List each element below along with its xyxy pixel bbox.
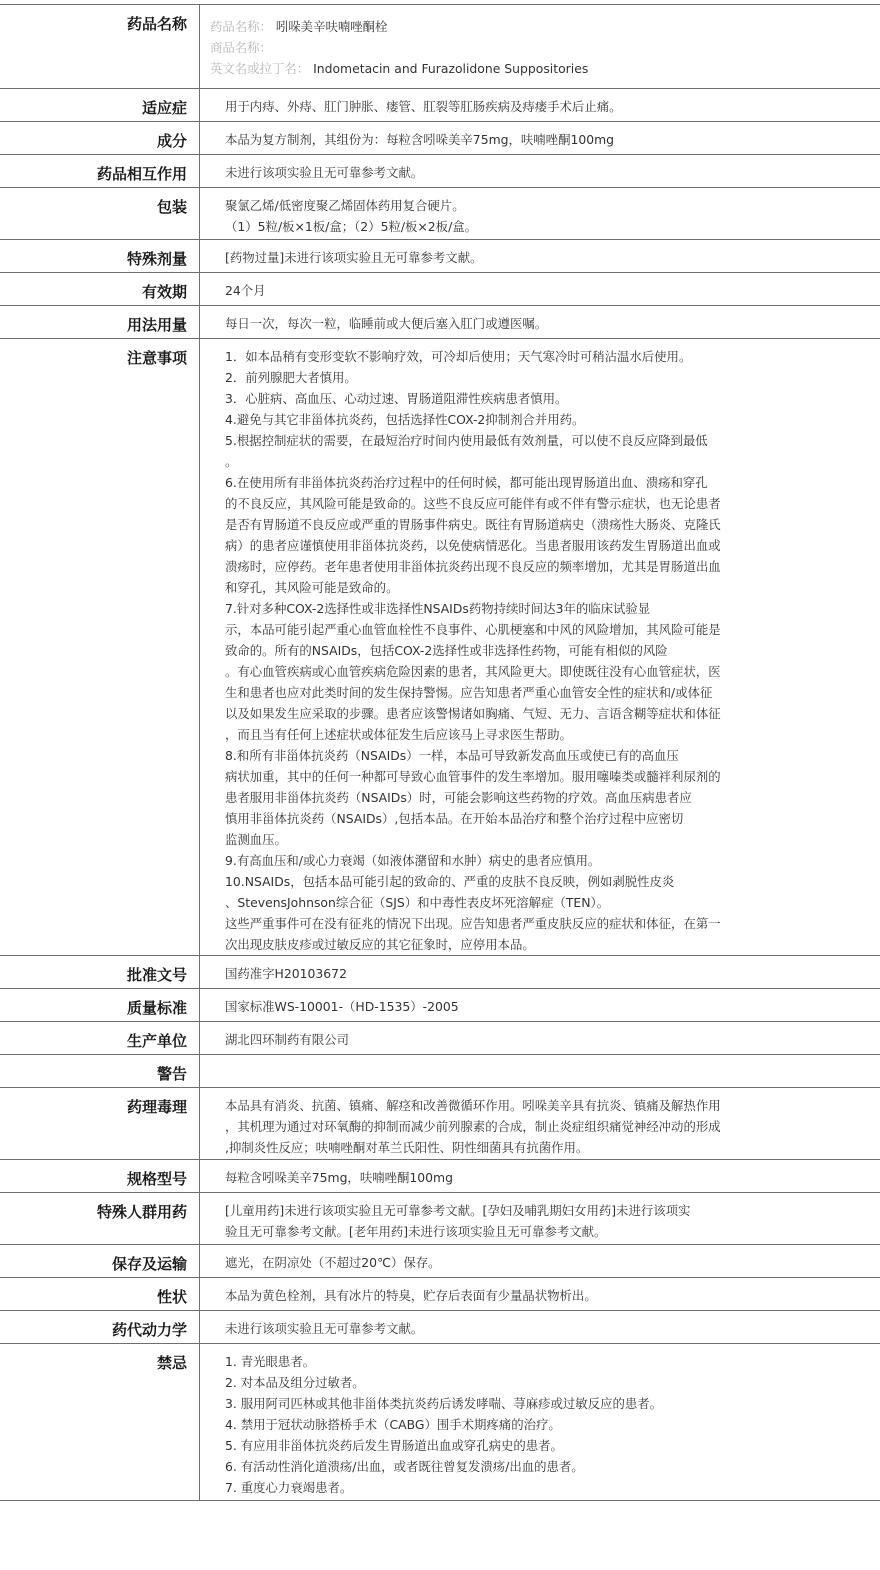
text-line: ，其机理为通过对环氧酶的抑制而减少前列腺素的合成，制止炎症组织痛觉神经冲动的形成 — [225, 1119, 721, 1134]
name-key: 商品名称： — [210, 40, 272, 55]
row-value — [200, 1088, 880, 1159]
row-label: 禁忌 — [0, 1344, 200, 1500]
text-line: 6.在使用所有非甾体抗炎药治疗过程中的任何时候，都可能出现胃肠道出血、溃疡和穿孔 — [225, 475, 708, 490]
row-label: 有效期 — [0, 273, 200, 305]
text-line: ,抑制炎性反应；呋喃唑酮对革兰氏阳性、阴性细菌具有抗菌作用。 — [225, 1140, 589, 1155]
row-label: 保存及运输 — [0, 1245, 200, 1277]
text-line: 7. 重度心力衰竭患者。 — [225, 1480, 353, 1495]
name-key: 英文名或拉丁名： — [210, 61, 310, 76]
text-line: [药物过量]未进行该项实验且无可靠参考文献。 — [225, 250, 483, 265]
row-value — [200, 1245, 880, 1277]
text-line: 国家标准WS-10001-（HD-1535）-2005 — [225, 999, 459, 1014]
row-label: 包装 — [0, 188, 200, 239]
table-row — [0, 273, 880, 306]
row-value — [200, 5, 880, 88]
name-line — [210, 58, 872, 79]
text-line: 2. 对本品及组分过敏者。 — [225, 1375, 365, 1390]
row-value — [200, 1311, 880, 1343]
text-line: 每粒含吲哚美辛75mg，呋喃唑酮100mg — [225, 1170, 453, 1185]
text-line: 4. 禁用于冠状动脉搭桥手术（CABG）围手术期疼痛的治疗。 — [225, 1417, 561, 1432]
text-line: 病）的患者应谨慎使用非甾体抗炎药，以免使病情恶化。当患者服用该药发生胃肠道出血或 — [225, 538, 721, 553]
row-value — [200, 956, 880, 988]
drug-info-table — [0, 4, 880, 1501]
text-line: 的不良反应，其风险可能是致命的。这些不良反应可能伴有或不伴有警示症状，也无论患者 — [225, 496, 721, 511]
table-row — [0, 188, 880, 240]
row-value — [200, 273, 880, 305]
text-line: 7.针对多种COX-2选择性或非选择性NSAIDs药物持续时间达3年的临床试验显 — [225, 601, 651, 616]
row-value — [200, 1160, 880, 1192]
text-line: 和穿孔，其风险可能是致命的。 — [225, 580, 399, 595]
row-value — [200, 989, 880, 1021]
table-row — [0, 122, 880, 155]
row-label: 规格型号 — [0, 1160, 200, 1192]
name-key: 药品名称： — [210, 19, 272, 34]
text-line: 示，本品可能引起严重心血管血栓性不良事件、心肌梗塞和中风的风险增加，其风险可能是 — [225, 622, 721, 637]
row-value — [200, 1278, 880, 1310]
text-line: 4.避免与其它非甾体抗炎药，包括选择性COX-2抑制剂合并用药。 — [225, 412, 585, 427]
row-value — [200, 1022, 880, 1054]
table-row — [0, 1344, 880, 1501]
text-line: 24个月 — [225, 283, 266, 298]
text-line: 慎用非甾体抗炎药（NSAIDs）,包括本品。在开始本品治疗和整个治疗过程中应密切 — [225, 811, 684, 826]
row-label: 药理毒理 — [0, 1088, 200, 1159]
text-line: 。 — [225, 454, 238, 469]
text-line: 。有心血管疾病或心血管疾病危险因素的患者，其风险更大。即使既往没有心血管症状，医 — [225, 664, 721, 679]
table-row — [0, 956, 880, 989]
table-row — [0, 1022, 880, 1055]
text-line: 9.有高血压和/或心力衰竭（如液体潴留和水肿）病史的患者应慎用。 — [225, 853, 601, 868]
row-label: 注意事项 — [0, 339, 200, 955]
text-line: 溃疡时，应停药。老年患者使用非甾体抗炎药出现不良反应的频率增加，尤其是胃肠道出血 — [225, 559, 721, 574]
row-label: 生产单位 — [0, 1022, 200, 1054]
text-line: 验且无可靠参考文献。[老年用药]未进行该项实验且无可靠参考文献。 — [225, 1224, 607, 1239]
text-line: 遮光，在阴凉处（不超过20℃）保存。 — [225, 1255, 441, 1270]
table-row — [0, 1245, 880, 1278]
row-value — [200, 240, 880, 272]
table-row — [0, 1088, 880, 1160]
table-row — [0, 1278, 880, 1311]
text-line: 5. 有应用非甾体抗炎药后发生胃肠道出血或穿孔病史的患者。 — [225, 1438, 563, 1453]
text-line: 国药准字H20103672 — [225, 966, 347, 981]
text-line: 5.根据控制症状的需要，在最短治疗时间内使用最低有效剂量，可以使不良反应降到最低 — [225, 433, 708, 448]
text-line: 8.和所有非甾体抗炎药（NSAIDs）一样，本品可导致新发高血压或使已有的高血压 — [225, 748, 679, 763]
text-line: 生和患者也应对此类时间的发生保持警惕。应告知患者严重心血管安全性的症状和/或体征 — [225, 685, 713, 700]
table-row — [0, 1193, 880, 1245]
row-value — [200, 306, 880, 338]
row-label: 药代动力学 — [0, 1311, 200, 1343]
table-row — [0, 4, 880, 89]
text-line: 1. 青光眼患者。 — [225, 1354, 316, 1369]
table-row — [0, 89, 880, 122]
name-value: Indometacin and Furazolidone Suppositories — [313, 61, 589, 76]
text-line: 次出现皮肤皮疹或过敏反应的其它征象时，应停用本品。 — [225, 937, 535, 952]
text-line: （1）5粒/板×1板/盒；（2）5粒/板×2板/盒。 — [225, 219, 478, 234]
row-value — [200, 1055, 880, 1087]
table-row — [0, 1055, 880, 1088]
name-value: 吲哚美辛呋喃唑酮栓 — [275, 19, 388, 34]
text-line: 未进行该项实验且无可靠参考文献。 — [225, 1321, 424, 1336]
text-line: 3．心脏病、高血压、心动过速、胃肠道阻滞性疾病患者慎用。 — [225, 391, 568, 406]
table-row — [0, 240, 880, 273]
text-line: 本品为复方制剂，其组份为：每粒含吲哚美辛75mg，呋喃唑酮100mg — [225, 132, 615, 147]
row-label: 药品名称 — [0, 5, 200, 88]
text-line: 致命的。所有的NSAIDs，包括COX-2选择性或非选择性药物，可能有相似的风险 — [225, 643, 668, 658]
text-line: 、StevensJohnson综合征（SJS）和中毒性表皮坏死溶解症（TEN）。 — [225, 895, 610, 910]
text-line: 3. 服用阿司匹林或其他非甾体类抗炎药后诱发哮喘、荨麻疹或过敏反应的患者。 — [225, 1396, 663, 1411]
text-line: 以及如果发生应采取的步骤。患者应该警惕诸如胸痛、气短、无力、言语含糊等症状和体征 — [225, 706, 721, 721]
text-line: 监测血压。 — [225, 832, 287, 847]
row-label: 成分 — [0, 122, 200, 154]
row-label: 特殊剂量 — [0, 240, 200, 272]
text-line: 未进行该项实验且无可靠参考文献。 — [225, 165, 424, 180]
text-line: 这些严重事件可在没有征兆的情况下出现。应告知患者严重皮肤反应的症状和体征，在第一 — [225, 916, 721, 931]
text-line: 每日一次，每次一粒，临睡前或大便后塞入肛门或遵医嘱。 — [225, 316, 548, 331]
text-line: 本品为黄色栓剂，具有冰片的特臭，贮存后表面有少量晶状物析出。 — [225, 1288, 597, 1303]
text-line: 聚氯乙烯/低密度聚乙烯固体药用复合硬片。 — [225, 198, 465, 213]
row-value — [200, 188, 880, 239]
row-value — [200, 155, 880, 187]
text-line: 6. 有活动性消化道溃疡/出血，或者既往曾复发溃疡/出血的患者。 — [225, 1459, 584, 1474]
table-row — [0, 155, 880, 188]
text-line: ，而且当有任何上述症状或体征发生后应该马上寻求医生帮助。 — [225, 727, 572, 742]
row-label: 性状 — [0, 1278, 200, 1310]
text-line: 2．前列腺肥大者慎用。 — [225, 370, 357, 385]
table-row — [0, 1160, 880, 1193]
row-label: 警告 — [0, 1055, 200, 1087]
text-line: 湖北四环制药有限公司 — [225, 1032, 349, 1047]
text-line: 患者服用非甾体抗炎药（NSAIDs）时，可能会影响这些药物的疗效。高血压病患者应 — [225, 790, 692, 805]
row-label: 质量标准 — [0, 989, 200, 1021]
row-label: 批准文号 — [0, 956, 200, 988]
table-row — [0, 306, 880, 339]
text-line: 用于内痔、外痔、肛门肿胀、瘘管、肛裂等肛肠疾病及痔瘘手术后止痛。 — [225, 99, 622, 114]
name-line — [210, 37, 872, 58]
row-label: 用法用量 — [0, 306, 200, 338]
row-label: 适应症 — [0, 89, 200, 121]
row-value — [200, 1344, 880, 1500]
text-line: [儿童用药]未进行该项实验且无可靠参考文献。[孕妇及哺乳期妇女用药]未进行该项实 — [225, 1203, 691, 1218]
row-label: 药品相互作用 — [0, 155, 200, 187]
row-value — [200, 1193, 880, 1244]
name-line — [210, 16, 872, 37]
table-row — [0, 1311, 880, 1344]
text-line: 10.NSAIDs，包括本品可能引起的致命的、严重的皮肤不良反映，例如剥脱性皮炎 — [225, 874, 675, 889]
row-value — [200, 122, 880, 154]
row-value — [200, 89, 880, 121]
text-line: 是否有胃肠道不良反应或严重的胃肠事件病史。既往有胃肠道病史（溃疡性大肠炎、克隆氏 — [225, 517, 721, 532]
text-line: 病状加重，其中的任何一种都可导致心血管事件的发生率增加。服用噻嗪类或髓袢利尿剂的 — [225, 769, 721, 784]
text-line: 本品具有消炎、抗菌、镇痛、解痉和改善微循环作用。吲哚美辛具有抗炎、镇痛及解热作用 — [225, 1098, 721, 1113]
table-row — [0, 989, 880, 1022]
text-line: 1．如本品稍有变形变软不影响疗效，可冷却后使用；天气寒冷时可稍沾温水后使用。 — [225, 349, 692, 364]
table-row — [0, 339, 880, 956]
row-value — [200, 339, 880, 955]
row-label: 特殊人群用药 — [0, 1193, 200, 1244]
